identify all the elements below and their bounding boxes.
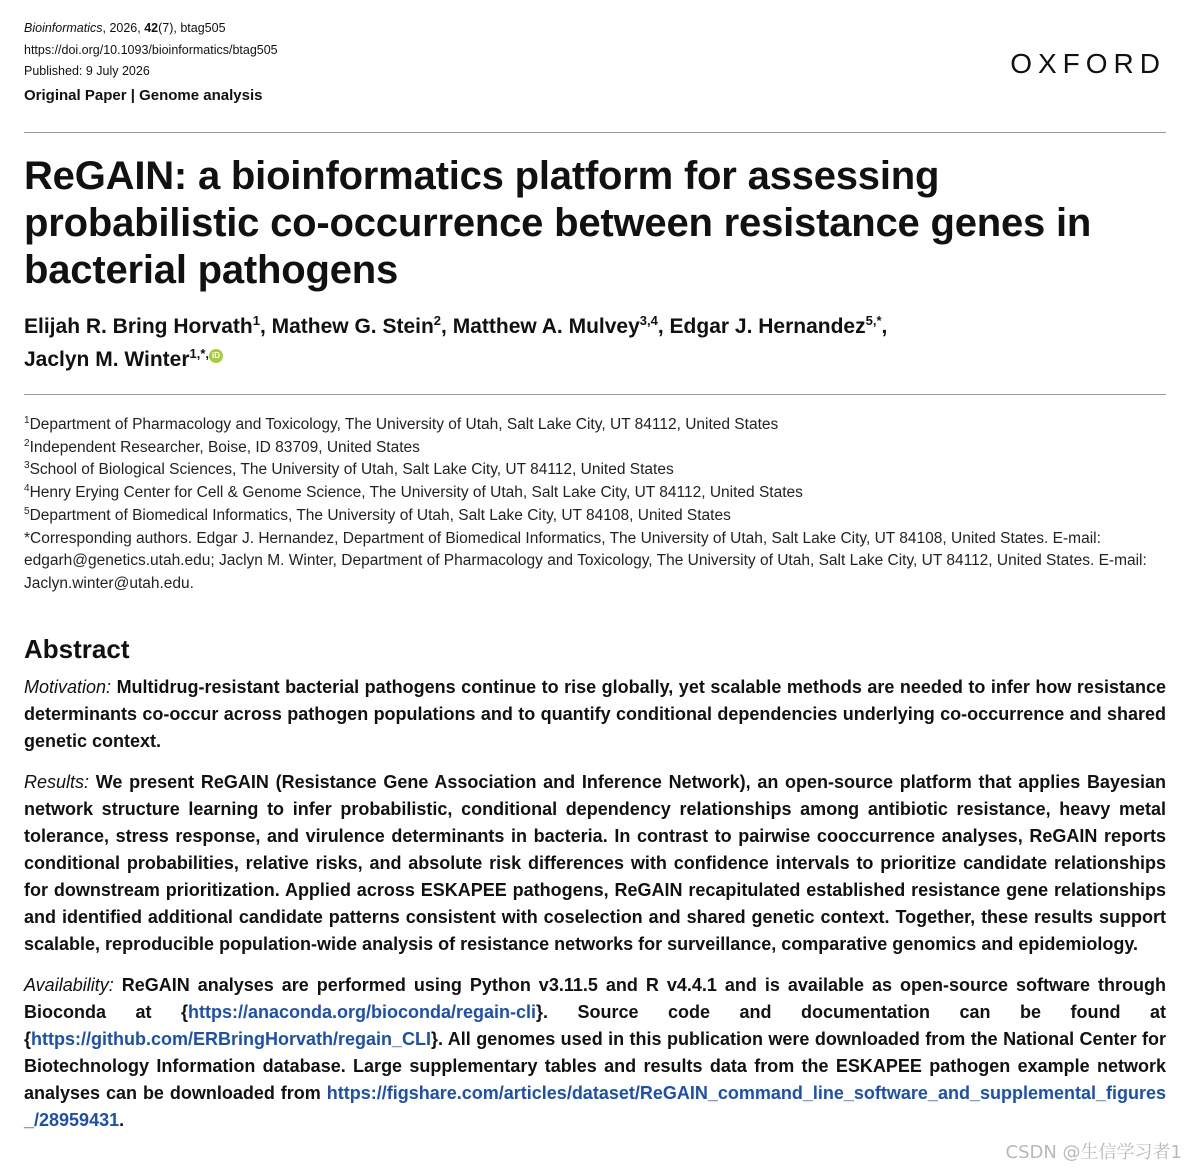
citation-issue: (7), btag505 xyxy=(158,21,226,35)
corresponding-authors: *Corresponding authors. Edgar J. Hernandez, Department of Biomedical Informatics, The University of Utah, Salt Lake City, UT 84108, United States. E-mail: edgarh@genetics.utah.edu; Jaclyn M. Winter, Department of Pharmacology and Toxicology, The University of Utah, Salt Lake City, UT 84112, United States. E-mail: Jaclyn.winter@utah.edu. xyxy=(24,529,1147,592)
bioconda-link[interactable]: https://anaconda.org/bioconda/regain-cli xyxy=(188,1001,537,1022)
citation-volume: 42 xyxy=(144,21,159,35)
results-text: We present ReGAIN (Resistance Gene Association and Inference Network), an open-source platform that applies Bayesian network structure learning to infer probabilistic, conditional dependency relationships among antibiotic resistance, heavy metal tolerance, stress response, and virulence determinants in bacteria. In contrast to pairwise cooccurrence analyses, ReGAIN reports conditional probabilities, relative risks, and absolute risk differences with confidence intervals to prioritize candidate relationships for downstream prioritization. Applied across ESKAPEE pathogens, ReGAIN recapitulated established resistance gene relationships and identified additional candidate patterns consistent with coselection and shared genetic context. Together, these results support scalable, reproducible population-wide analysis of resistance networks for surveillance, comparative genomics and epidemiology. xyxy=(24,771,1166,954)
published-date: Published: 9 July 2026 xyxy=(24,64,150,78)
paper-type: Original Paper | Genome analysis xyxy=(24,86,263,104)
article-header xyxy=(24,18,1166,114)
affiliation: $^3$School of Biological Sciences, The University of Utah, Salt Lake City, UT 84112, United States xyxy=(24,460,674,479)
abstract-results xyxy=(24,769,1166,958)
citation-year: , 2026, xyxy=(102,21,145,35)
authors-divider xyxy=(24,394,1166,395)
abstract-heading: Abstract xyxy=(24,633,130,664)
article-page xyxy=(24,18,1166,1134)
author[interactable]: Edgar J. Hernandez$^{5,*}$, xyxy=(669,313,888,338)
author[interactable]: Elijah R. Bring Horvath$^1$, xyxy=(24,313,272,338)
publisher-logo: OXFORD xyxy=(1010,48,1166,79)
github-link[interactable]: https://github.com/ERBringHorvath/regain_CLI xyxy=(31,1028,432,1049)
author[interactable]: Matthew A. Mulvey$^{3,4}$, xyxy=(452,313,670,338)
availability-text: }. All genomes used in this publication were downloaded from the National Center for Biotechnology Information database. Large supplementary tables and results data from the ESKAPEE pathogen example network analyses can be downloaded from xyxy=(24,1028,1166,1103)
affiliations xyxy=(24,414,1166,596)
watermark: CSDN @生信学习者1 xyxy=(1005,1142,1182,1163)
author[interactable]: Mathew G. Stein$^2$, xyxy=(271,313,453,338)
motivation-text: Multidrug-resistant bacterial pathogens continue to rise globally, yet scalable methods are needed to infer how resistance determinants co-occur across pathogen populations and to quantify conditional dependencies underlying co-occurrence and shared genetic context. xyxy=(24,676,1166,751)
journal-name: Bioinformatics xyxy=(24,21,103,35)
author[interactable]: Jaclyn M. Winter$^{1,*,}$ xyxy=(24,346,210,371)
doi-link[interactable]: https://doi.org/10.1093/bioinformatics/btag505 xyxy=(24,42,278,57)
affiliation: $^1$Department of Pharmacology and Toxicology, The University of Utah, Salt Lake City, UT 84112, United States xyxy=(24,414,779,433)
availability-text: ReGAIN analyses are performed using Python v3.11.5 and R v4.4.1 and is available as open-source software through Bioconda at { xyxy=(24,974,1166,1022)
affiliation: $^2$Independent Researcher, Boise, ID 83709, United States xyxy=(24,437,420,456)
availability-text: }. Source code and documentation can be found at { xyxy=(24,1001,1166,1049)
abstract-availability xyxy=(24,972,1166,1134)
affiliation: $^4$Henry Erying Center for Cell & Genome Science, The University of Utah, Salt Lake City, UT 84112, United States xyxy=(24,482,803,502)
abstract-motivation xyxy=(24,674,1166,755)
availability-text: . xyxy=(119,1109,125,1130)
orcid-icon[interactable]: iD xyxy=(209,349,223,363)
motivation-label: Motivation: xyxy=(24,676,112,697)
results-label: Results: xyxy=(24,771,90,792)
header-divider xyxy=(24,132,1166,133)
figshare-link[interactable]: https://figshare.com/articles/dataset/ReGAIN_command_line_software_and_supplemental_figures_/28959431 xyxy=(24,1082,1166,1130)
citation-line xyxy=(24,18,1166,40)
paper-title: ReGAIN: a bioinformatics platform for assessing probabilistic co-occurrence between resistance genes in bacterial pathogens xyxy=(24,154,1092,292)
author-list xyxy=(24,310,1166,376)
availability-label: Availability: xyxy=(24,974,114,995)
affiliation: $^5$Department of Biomedical Informatics, The University of Utah, Salt Lake City, UT 84108, United States xyxy=(24,505,731,524)
